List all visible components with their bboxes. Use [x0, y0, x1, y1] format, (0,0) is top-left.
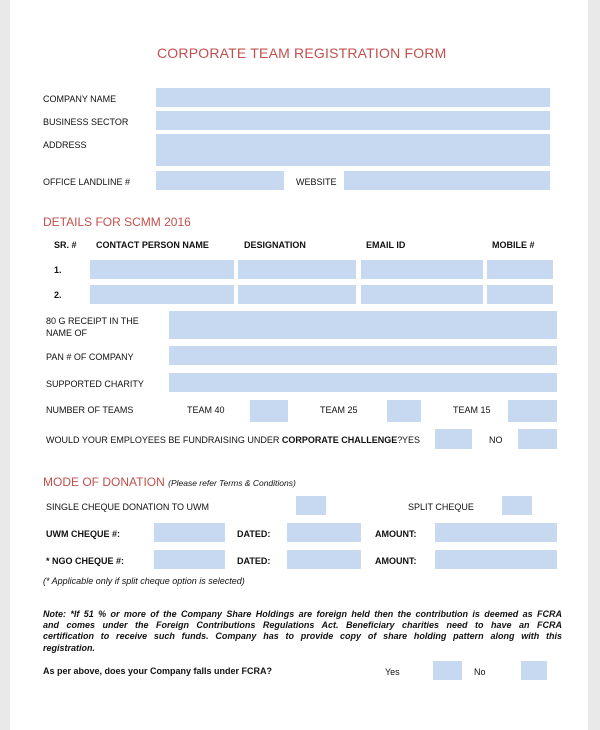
fundraising-question — [46, 435, 402, 446]
supported-charity-field[interactable] — [169, 373, 557, 392]
business-sector-label: BUSINESS SECTOR — [43, 117, 129, 127]
split-cheque-note: (* Applicable only if split cheque option is selected) — [43, 576, 245, 586]
contact-name-field-2[interactable] — [90, 285, 234, 304]
split-cheque-box[interactable] — [502, 496, 532, 515]
website-field[interactable] — [344, 171, 550, 190]
column-header-sr: SR. # — [54, 240, 77, 250]
fundraising-prefix: WOULD YOUR EMPLOYEES BE FUNDRAISING UNDER — [46, 435, 280, 445]
donation-heading — [43, 475, 296, 489]
company-name-label: COMPANY NAME — [43, 94, 117, 104]
contact-name-field-1[interactable] — [90, 260, 234, 279]
fcra-yes-label: Yes — [385, 667, 400, 677]
fundraising-yes-label: YES — [402, 435, 421, 445]
office-landline-field[interactable] — [156, 171, 284, 190]
team25-field[interactable] — [387, 400, 421, 422]
donation-heading-text: MODE OF DONATION — [43, 475, 165, 489]
team40-label: TEAM 40 — [187, 405, 225, 415]
fcra-yes-box[interactable] — [433, 661, 462, 680]
office-landline-label: OFFICE LANDLINE # — [43, 177, 131, 187]
address-label: ADDRESS — [43, 140, 87, 150]
supported-charity-label: SUPPORTED CHARITY — [46, 379, 144, 389]
single-cheque-label: SINGLE CHEQUE DONATION TO UWM — [46, 502, 210, 512]
fundraising-no-label: NO — [489, 435, 503, 445]
fcra-note — [43, 609, 562, 654]
receipt-label-line1: 80 G RECEIPT IN THE — [46, 316, 139, 326]
pan-field[interactable] — [169, 346, 557, 365]
uwm-dated-label: DATED: — [237, 529, 271, 539]
mobile-field-1[interactable] — [487, 260, 553, 279]
mobile-field-2[interactable] — [487, 285, 553, 304]
designation-field-2[interactable] — [238, 285, 356, 304]
column-header-email: EMAIL ID — [366, 240, 406, 250]
address-field[interactable] — [156, 134, 550, 166]
receipt-name-field[interactable] — [169, 311, 557, 339]
details-heading: DETAILS FOR SCMM 2016 — [43, 215, 191, 229]
fcra-no-box[interactable] — [521, 661, 547, 680]
fcra-question: As per above, does your Company falls under FCRA? — [43, 666, 273, 676]
donation-heading-note: (Please refer Terms & Conditions) — [168, 478, 296, 488]
email-field-2[interactable] — [361, 285, 483, 304]
column-header-designation: DESIGNATION — [244, 240, 306, 250]
uwm-cheque-field[interactable] — [154, 523, 225, 542]
fcra-note-line3: certification to receive such funds. Company has to provide copy of share holding pattern along with this — [43, 631, 562, 642]
designation-field-1[interactable] — [238, 260, 356, 279]
single-cheque-box[interactable] — [296, 496, 326, 515]
number-of-teams-label: NUMBER OF TEAMS — [46, 405, 134, 415]
row-number-2: 2. — [54, 290, 62, 300]
receipt-label-line2: NAME OF — [46, 328, 88, 338]
company-name-field[interactable] — [156, 88, 550, 107]
ngo-dated-field[interactable] — [287, 550, 361, 569]
row-number-1: 1. — [54, 265, 62, 275]
team15-field[interactable] — [508, 400, 557, 422]
business-sector-field[interactable] — [156, 111, 550, 130]
ngo-cheque-label: * NGO CHEQUE #: — [46, 556, 125, 566]
fundraising-challenge: CORPORATE CHALLENGE — [281, 435, 398, 445]
fcra-note-line4: registration. — [43, 642, 96, 653]
ngo-amount-label: AMOUNT: — [375, 556, 417, 566]
uwm-amount-field[interactable] — [435, 523, 557, 542]
column-header-contact-person: CONTACT PERSON NAME — [96, 240, 209, 250]
fcra-note-line2: and comes under the Foreign Contributions Regulations Act. Beneficiary charities need to have an FCRA — [43, 620, 562, 631]
fcra-no-label: No — [474, 667, 486, 677]
split-cheque-label: SPLIT CHEQUE — [408, 502, 474, 512]
fundraising-no-box[interactable] — [518, 429, 557, 449]
email-field-1[interactable] — [361, 260, 483, 279]
team40-field[interactable] — [250, 400, 288, 422]
fundraising-suffix: ? — [397, 435, 403, 445]
uwm-dated-field[interactable] — [287, 523, 361, 542]
fundraising-yes-box[interactable] — [435, 429, 472, 449]
fcra-note-line1: Note: *If 51 % or more of the Company Share Holdings are foreign held then the contribution is deemed as FCRA — [43, 609, 562, 619]
uwm-amount-label: AMOUNT: — [375, 529, 417, 539]
pan-label: PAN # OF COMPANY — [46, 352, 134, 362]
page-title: CORPORATE TEAM REGISTRATION FORM — [157, 45, 447, 61]
team15-label: TEAM 15 — [453, 405, 491, 415]
column-header-mobile: MOBILE # — [492, 240, 535, 250]
ngo-cheque-field[interactable] — [154, 550, 225, 569]
uwm-cheque-label: UWM CHEQUE #: — [46, 529, 120, 539]
form-page — [10, 0, 588, 730]
ngo-dated-label: DATED: — [237, 556, 271, 566]
ngo-amount-field[interactable] — [435, 550, 557, 569]
website-label: WEBSITE — [296, 177, 337, 187]
team25-label: TEAM 25 — [320, 405, 358, 415]
